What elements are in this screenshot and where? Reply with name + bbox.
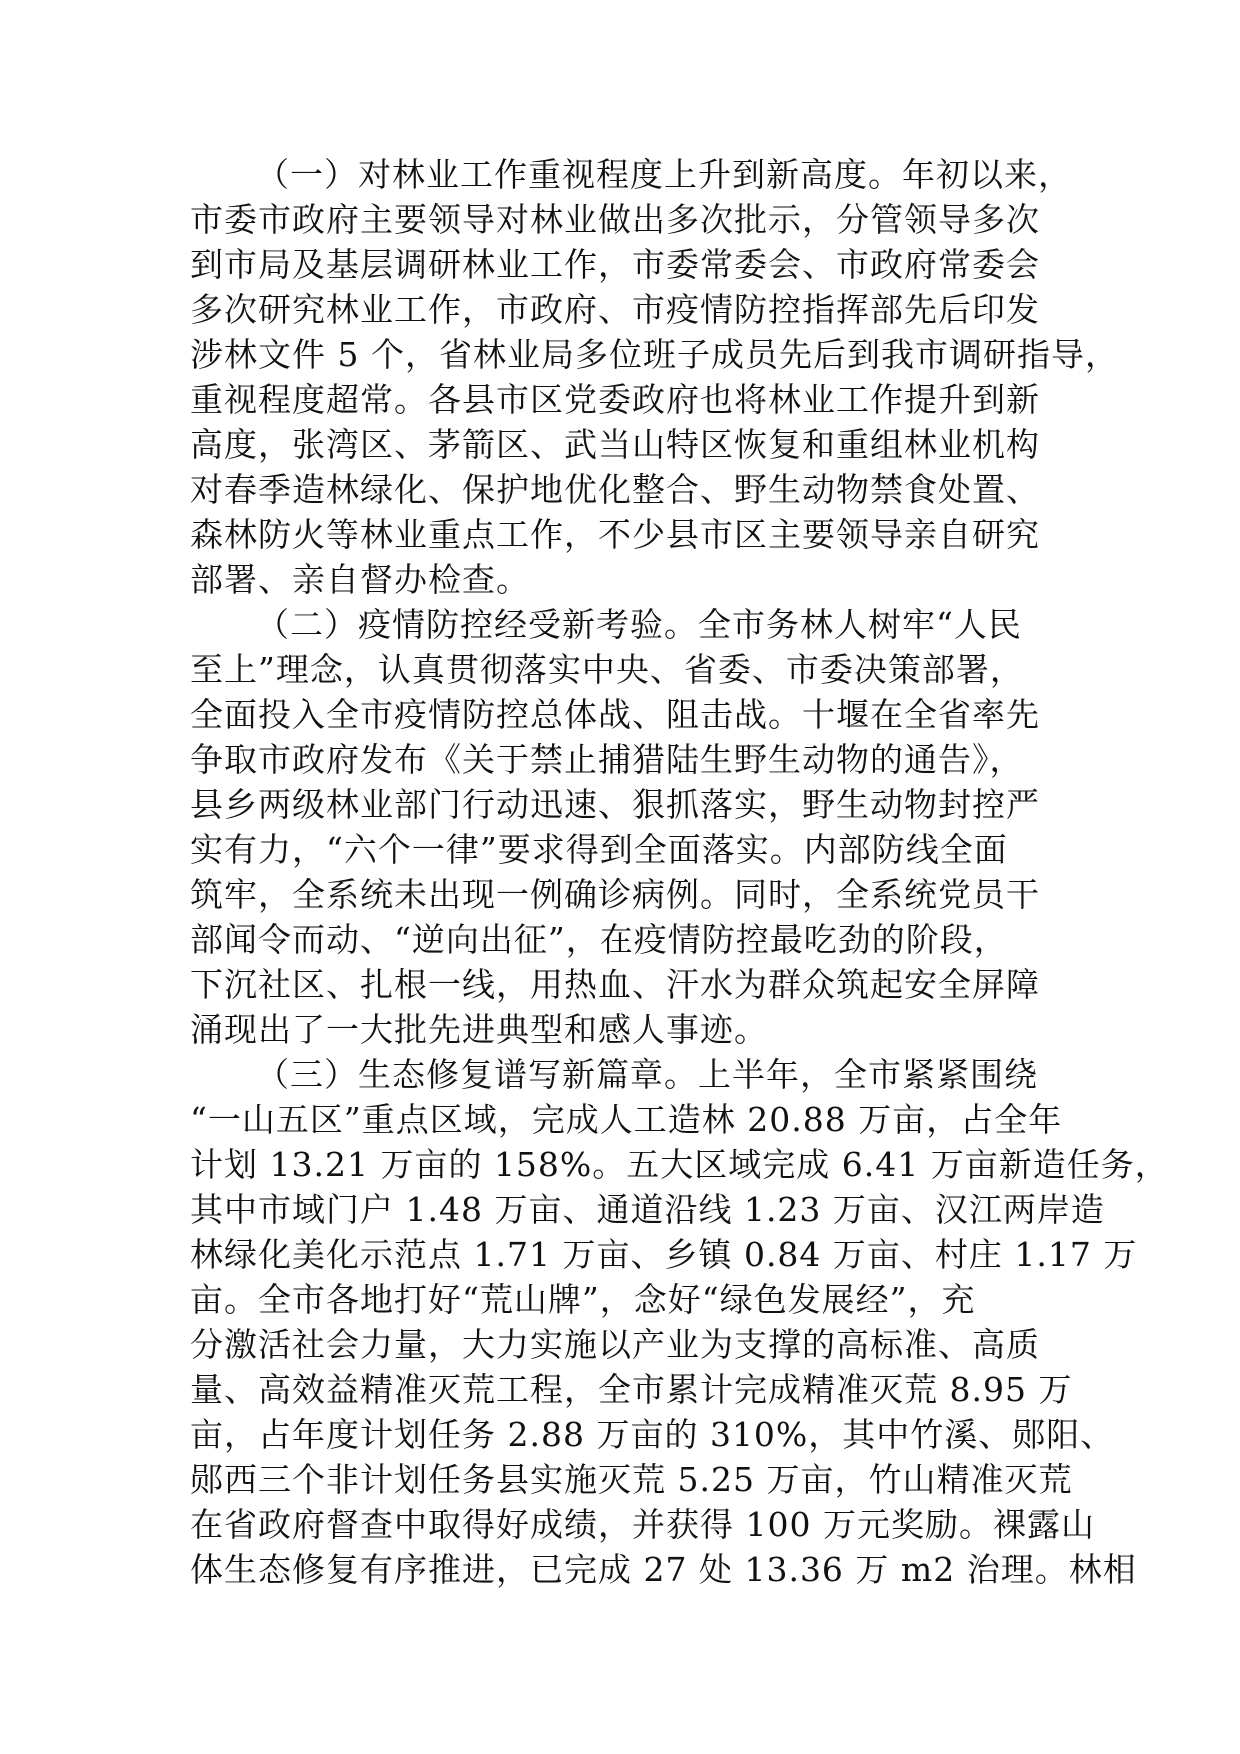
text-line: 涌现出了一大批先进典型和感人事迹。 bbox=[190, 1010, 768, 1049]
paragraph-forestry-priority bbox=[190, 152, 1119, 602]
paragraph-ecological-restoration bbox=[190, 1052, 1169, 1592]
text-line: 郧西三个非计划任务县实施灭荒 5.25 万亩，竹山精准灭荒 bbox=[190, 1460, 1073, 1499]
text-line: 部闻令而动、“逆向出征”，在疫情防控最吃劲的阶段， bbox=[190, 920, 1008, 959]
text-line: 下沉社区、扎根一线，用热血、汗水为群众筑起安全屏障 bbox=[190, 965, 1040, 1004]
text-line: 全面投入全市疫情防控总体战、阻击战。十堰在全省率先 bbox=[190, 695, 1040, 734]
text-line: 部署、亲自督办检查。 bbox=[190, 560, 530, 599]
text-line: 体生态修复有序推进，已完成 27 处 13.36 万 m2 治理。林相 bbox=[190, 1550, 1137, 1589]
text-line: 其中市域门户 1.48 万亩、通道沿线 1.23 万亩、汉江两岸造 bbox=[190, 1190, 1105, 1229]
text-line: 县乡两级林业部门行动迅速、狠抓落实，野生动物封控严 bbox=[190, 785, 1040, 824]
text-line: 林绿化美化示范点 1.71 万亩、乡镇 0.84 万亩、村庄 1.17 万 bbox=[190, 1235, 1138, 1274]
text-line: 多次研究林业工作，市政府、市疫情防控指挥部先后印发 bbox=[190, 290, 1040, 329]
text-line: 重视程度超常。各县市区党委政府也将林业工作提升到新 bbox=[190, 380, 1040, 419]
text-line: 分激活社会力量，大力实施以产业为支撑的高标准、高质 bbox=[190, 1325, 1040, 1364]
text-line: 森林防火等林业重点工作，不少县市区主要领导亲自研究 bbox=[190, 515, 1040, 554]
text-line: 实有力，“六个一律”要求得到全面落实。内部防线全面 bbox=[190, 830, 1008, 869]
text-line: 在省政府督查中取得好成绩，并获得 100 万元奖励。裸露山 bbox=[190, 1505, 1095, 1544]
paragraph-epidemic-control bbox=[190, 602, 1090, 1052]
text-line: 涉林文件 5 个，省林业局多位班子成员先后到我市调研指导， bbox=[190, 335, 1119, 374]
text-line: 量、高效益精准灭荒工程，全市累计完成精准灭荒 8.95 万 bbox=[190, 1370, 1073, 1409]
text-line: 对春季造林绿化、保护地优化整合、野生动物禁食处置、 bbox=[190, 470, 1040, 509]
text-line: 高度，张湾区、茅箭区、武当山特区恢复和重组林业机构 bbox=[190, 425, 1040, 464]
text-line: （一）对林业工作重视程度上升到新高度。年初以来， bbox=[256, 155, 1072, 194]
text-line: （二）疫情防控经受新考验。全市务林人树牢“人民 bbox=[256, 605, 1022, 644]
document-page bbox=[190, 152, 1169, 1592]
text-line: “一山五区”重点区域，完成人工造林 20.88 万亩，占全年 bbox=[190, 1100, 1063, 1139]
text-line: （三）生态修复谱写新篇章。上半年，全市紧紧围绕 bbox=[256, 1055, 1038, 1094]
text-line: 市委市政府主要领导对林业做出多次批示，分管领导多次 bbox=[190, 200, 1040, 239]
text-line: 争取市政府发布《关于禁止捕猎陆生野生动物的通告》， bbox=[190, 740, 1024, 779]
text-line: 亩。全市各地打好“荒山牌”，念好“绿色发展经”，充 bbox=[190, 1280, 976, 1319]
text-line: 筑牢，全系统未出现一例确诊病例。同时，全系统党员干 bbox=[190, 875, 1040, 914]
text-line: 计划 13.21 万亩的 158%。五大区域完成 6.41 万亩新造任务， bbox=[190, 1145, 1169, 1184]
text-line: 亩，占年度计划任务 2.88 万亩的 310%，其中竹溪、郧阳、 bbox=[190, 1415, 1115, 1454]
text-line: 至上”理念，认真贯彻落实中央、省委、市委决策部署， bbox=[190, 650, 1024, 689]
text-line: 到市局及基层调研林业工作，市委常委会、市政府常委会 bbox=[190, 245, 1040, 284]
